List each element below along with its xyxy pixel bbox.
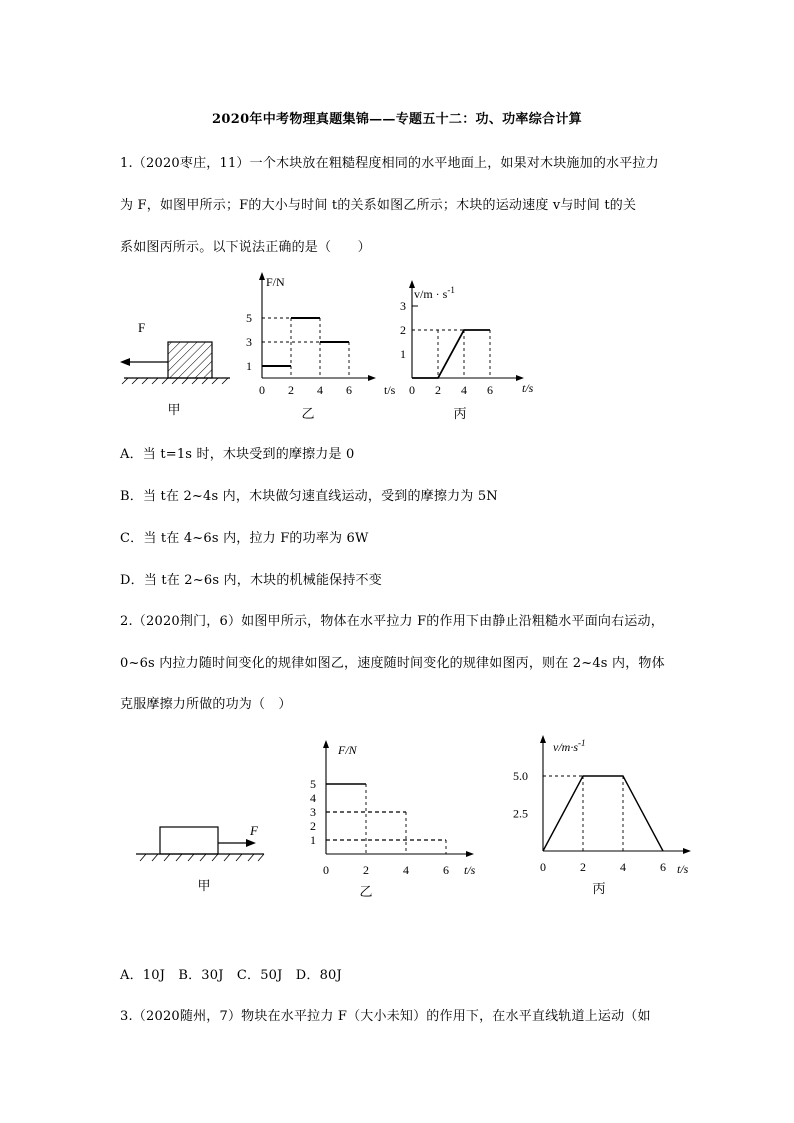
x-tick-label: 2	[435, 383, 441, 397]
y-tick-label: 5	[310, 777, 316, 791]
q1-stem-line2: 为 F，如图甲所示；F的大小与时间 t的关系如图乙所示；木块的运动速度 v与时间 t的关	[120, 198, 637, 213]
q2-jia-caption: 甲	[197, 878, 211, 893]
ground-hatch	[122, 378, 228, 384]
y-tick-label: 5	[246, 311, 252, 325]
q2-stem-line1: 2.（2020荆门，6）如图甲所示，物体在水平拉力 F的作用下由静止沿粗糙水平面向右运动，	[120, 614, 664, 629]
velocity-line	[543, 776, 663, 851]
x-tick-label: 2	[288, 383, 294, 397]
q1-option-a: A．当 t=1s 时，木块受到的摩擦力是 0	[120, 447, 355, 462]
y-tick-label: 1	[246, 359, 252, 373]
x-tick-label: 0	[540, 860, 546, 874]
q2-stem-line2: 0~6s 内拉力随时间变化的规律如图乙，速度随时间变化的规律如图丙，则在 2~4s 内，物体	[120, 656, 665, 671]
y-axis-label: F/N	[338, 743, 357, 757]
ground-hatch	[140, 854, 264, 861]
x-tick-label: 4	[403, 863, 409, 877]
q1-stem-line1: 1.（2020枣庄，11）一个木块放在粗糙程度相同的水平地面上，如果对木块施加的水平拉力	[120, 156, 659, 171]
q2-fig-jia	[132, 815, 272, 895]
q2-options: A．10J B．30J C．50J D．80J	[120, 968, 342, 983]
y-tick-label: 3	[310, 805, 316, 819]
y-tick-label: 3	[400, 299, 406, 313]
chart-caption: 乙	[359, 884, 373, 899]
x-tick-label: 0	[323, 863, 329, 877]
x-tick-label: 4	[461, 383, 467, 397]
x-tick-label: 2	[363, 863, 369, 877]
x-tick-label: 2	[580, 860, 586, 874]
y-axis-arrow-icon	[259, 272, 265, 280]
velocity-line	[412, 330, 490, 378]
block	[160, 827, 218, 854]
arrow-icon	[120, 358, 130, 366]
y-axis-label: F/N	[266, 275, 285, 289]
q1-option-b: B．当 t在 2~4s 内，木块做匀速直线运动，受到的摩擦力为 5N	[120, 489, 498, 504]
y-tick-label: 3	[246, 335, 252, 349]
y-tick-label: 4	[310, 791, 316, 805]
x-axis-label: t/s	[522, 381, 534, 395]
x-axis-label: t/s	[384, 383, 396, 397]
y-tick-label: 2	[310, 819, 316, 833]
x-tick-label: 6	[346, 383, 352, 397]
q1-chart-yi	[240, 268, 410, 423]
x-axis-label: t/s	[464, 863, 476, 877]
q3-stem-line1: 3.（2020随州，7）物块在水平拉力 F（大小未知）的作用下，在水平直线轨道上运动（如	[120, 1009, 651, 1024]
chart-caption: 丙	[453, 406, 467, 421]
q1-stem-line3: 系如图丙所示。以下说法正确的是（ ）	[120, 240, 371, 255]
x-tick-label: 0	[259, 383, 265, 397]
y-tick-label: 1	[400, 347, 406, 361]
q1-chart-bing	[400, 278, 550, 423]
x-tick-label: 6	[487, 383, 493, 397]
wood-block	[168, 342, 212, 378]
q1-option-d: D．当 t在 2~6s 内，木块的机械能保持不变	[120, 573, 382, 588]
y-axis-arrow-icon	[323, 740, 329, 748]
x-tick-label: 6	[443, 863, 449, 877]
q2-chart-yi	[300, 738, 500, 898]
x-tick-label: 6	[660, 860, 666, 874]
y-tick-label: 1	[310, 833, 316, 847]
q1-jia-caption: 甲	[167, 402, 181, 417]
page-title: 2020年中考物理真题集锦——专题五十二：功、功率综合计算	[212, 112, 582, 127]
y-tick-label: 2.5	[513, 806, 528, 821]
x-axis-arrow-icon	[368, 375, 376, 381]
x-tick-label: 0	[409, 383, 415, 397]
chart-caption: 丙	[592, 881, 606, 896]
y-axis-arrow-icon	[540, 735, 546, 743]
chart-caption: 乙	[301, 406, 315, 421]
y-axis-label: $v/m \cdot s^{-1}$	[414, 285, 455, 301]
y-tick-label: 5.0	[513, 769, 528, 783]
y-axis-label: $v/m\cdot s^{-1}$	[553, 738, 586, 754]
x-tick-label: 4	[620, 860, 626, 874]
x-axis-label: t/s	[677, 862, 689, 876]
y-tick-label: 2	[400, 323, 406, 337]
x-axis-arrow-icon	[466, 851, 474, 857]
q1-jia-force-label: F	[138, 320, 146, 335]
arrow-icon	[246, 839, 256, 847]
x-tick-label: 4	[317, 383, 323, 397]
q1-option-c: C．当 t在 4~6s 内，拉力 F的功率为 6W	[120, 531, 369, 546]
q1-fig-jia	[110, 310, 240, 420]
x-axis-arrow-icon	[683, 848, 691, 854]
q2-jia-force-label: F	[250, 823, 258, 838]
q2-chart-bing	[505, 735, 705, 895]
q2-stem-line3: 克服摩擦力所做的功为（ ）	[120, 697, 292, 712]
